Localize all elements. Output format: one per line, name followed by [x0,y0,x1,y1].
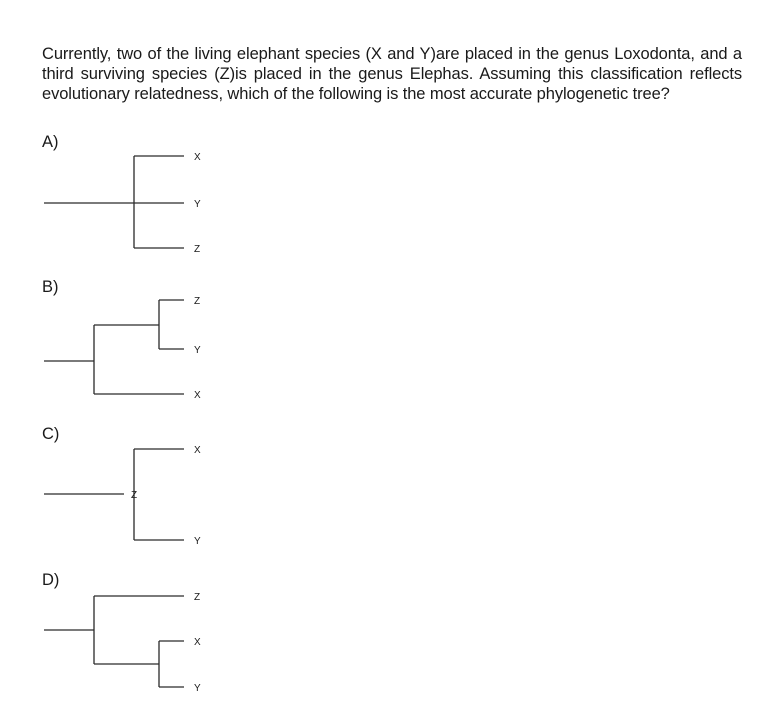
option-a-label: A) [42,133,59,151]
tree-b-tip-2: Y [194,345,201,356]
tree-d-tip-3: Y [194,683,201,694]
option-c-label: C) [42,425,60,443]
tree-a-tip-3: Z [194,244,201,255]
tree-c-tip-2: Y [194,536,201,547]
tree-c-node-label: Z [131,490,138,501]
tree-d-tip-2: X [194,637,201,648]
question-text: Currently, two of the living elephant species (X and Y)are placed in the genus Loxodonta, and a third surviving species (Z)is placed in the genus Elephas. Assuming this classification reflects evolutionary relatedness, which of the following is the most accurate phylogenetic tree? [42,45,742,103]
tree-a-tip-1: X [194,152,201,163]
tree-c-tip-1: X [194,445,201,456]
option-d-label: D) [42,571,60,589]
tree-a-tip-2: Y [194,199,201,210]
tree-b-tip-1: Z [194,296,201,307]
tree-d-tip-1: Z [194,592,201,603]
tree-b-tip-3: X [194,390,201,401]
option-b-label: B) [42,278,59,296]
